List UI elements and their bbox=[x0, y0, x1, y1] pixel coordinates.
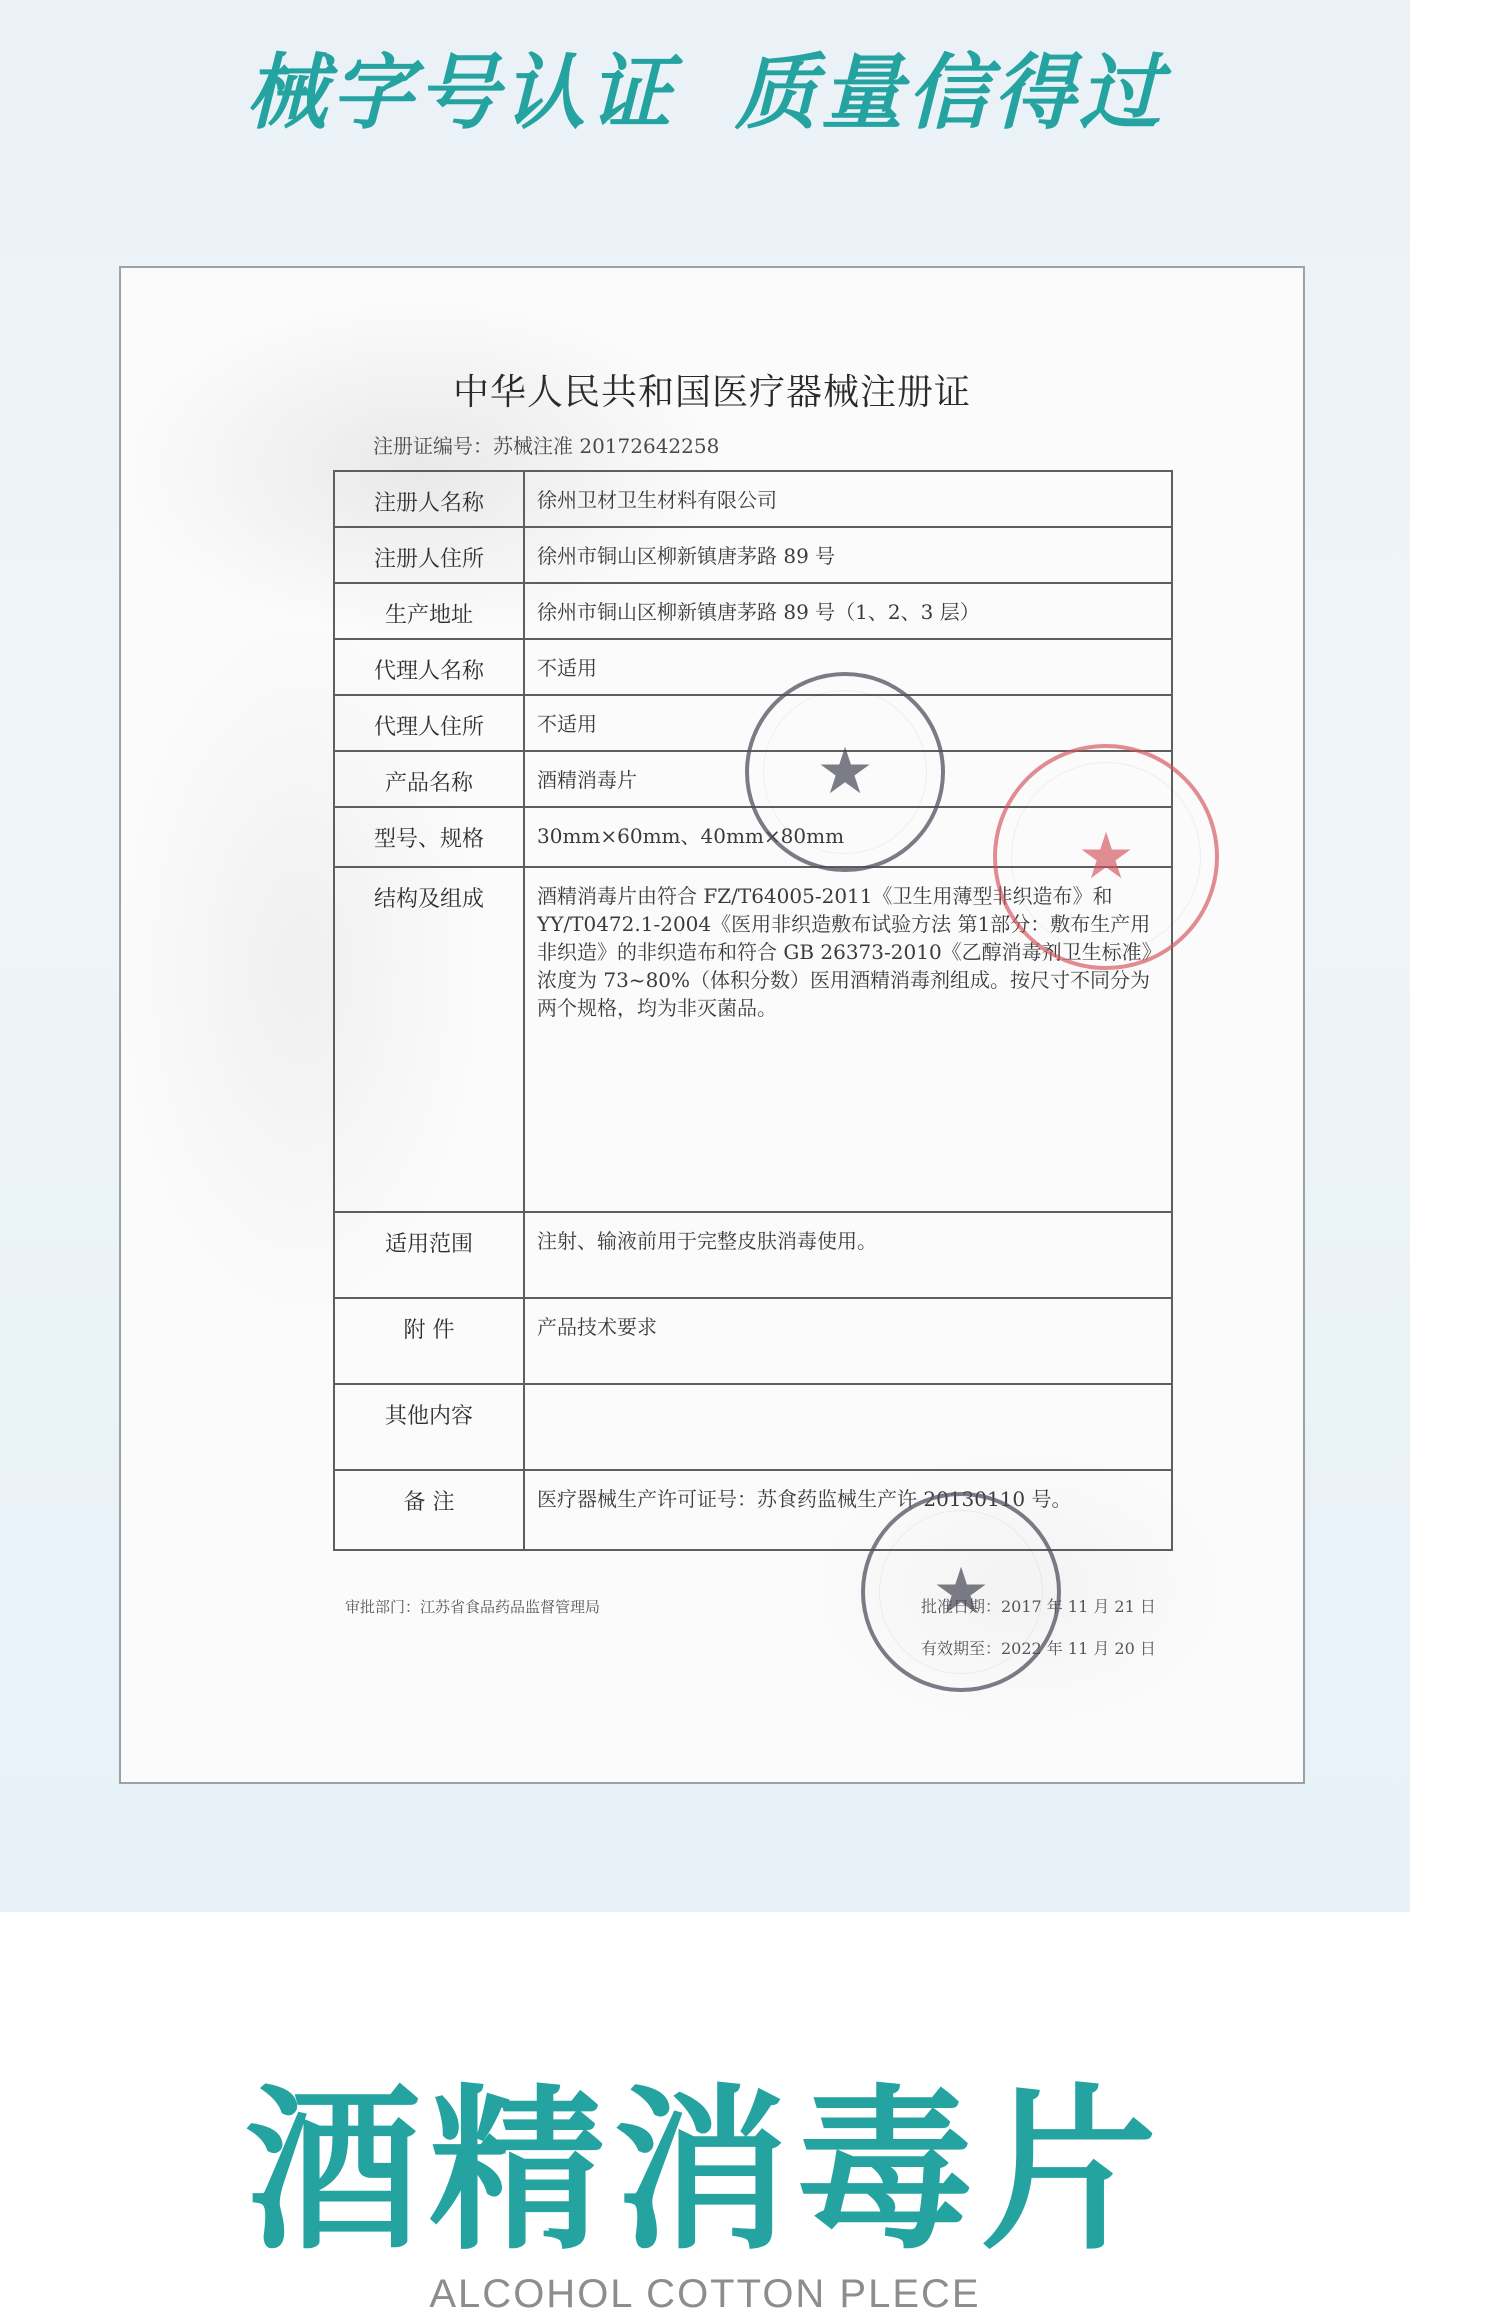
row-value: 徐州市铜山区柳新镇唐茅路 89 号 bbox=[524, 527, 1172, 583]
product-title: 酒精消毒片 bbox=[244, 2069, 1165, 2274]
approval-department: 审批部门：江苏省食品药品监督管理局 bbox=[345, 1598, 601, 1616]
row-label: 型号、规格 bbox=[334, 807, 524, 867]
row-value: 产品技术要求 bbox=[524, 1298, 1172, 1384]
row-label: 产品名称 bbox=[334, 751, 524, 807]
table-row bbox=[334, 1384, 1172, 1470]
table-row bbox=[334, 471, 1172, 527]
row-label: 生产地址 bbox=[334, 583, 524, 639]
approval-date: 批准日期：2017 年 11 月 21 日 bbox=[921, 1597, 1156, 1616]
row-value: 医疗器械生产许可证号：苏食药监械生产许 20130110 号。 bbox=[524, 1470, 1172, 1550]
row-label: 注册人名称 bbox=[334, 471, 524, 527]
row-value: 不适用 bbox=[524, 639, 1172, 695]
red-seal-icon: ★ bbox=[993, 744, 1219, 970]
row-label: 附 件 bbox=[334, 1298, 524, 1384]
table-row bbox=[334, 1212, 1172, 1298]
table-row bbox=[334, 639, 1172, 695]
row-label: 结构及组成 bbox=[334, 867, 524, 1212]
row-value: 徐州市铜山区柳新镇唐茅路 89 号（1、2、3 层） bbox=[524, 583, 1172, 639]
certificate-image bbox=[119, 266, 1305, 1784]
table-row bbox=[334, 583, 1172, 639]
registration-number: 注册证编号：苏械注准 20172642258 bbox=[373, 434, 720, 458]
table-row bbox=[334, 527, 1172, 583]
row-label: 备 注 bbox=[334, 1470, 524, 1550]
headline bbox=[0, 28, 1410, 145]
row-label: 适用范围 bbox=[334, 1212, 524, 1298]
headline-part-1: 械字号认证 bbox=[245, 46, 675, 141]
row-value: 30mm×60mm、40mm×80mm bbox=[524, 807, 1172, 867]
row-label: 代理人住所 bbox=[334, 695, 524, 751]
product-subtitle: ALCOHOL COTTON PLECE bbox=[429, 2272, 981, 2316]
row-label: 代理人名称 bbox=[334, 639, 524, 695]
row-value: 酒精消毒片由符合 FZ/T64005-2011《卫生用薄型非织造布》和 YY/T0472.1-2004《医用非织造敷布试验方法 第1部分：敷布生产用非织造》的非织造布和符合 GB 26373-2010《乙醇消毒剂卫生标准》浓度为 73~80%（体积分数）医用酒精消毒剂组成。按尺寸不同分为两个规格，均为非灭菌品。 bbox=[524, 867, 1172, 1212]
table-row bbox=[334, 1298, 1172, 1384]
certificate-title: 中华人民共和国医疗器械注册证 bbox=[452, 372, 971, 413]
row-value bbox=[524, 1384, 1172, 1470]
certificate-table bbox=[333, 470, 1173, 1551]
bureau-seal-icon: ★ bbox=[861, 1492, 1061, 1692]
row-value: 注射、输液前用于完整皮肤消毒使用。 bbox=[524, 1212, 1172, 1298]
row-value: 不适用 bbox=[524, 695, 1172, 751]
row-label: 其他内容 bbox=[334, 1384, 524, 1470]
valid-until-date: 有效期至：2022 年 11 月 20 日 bbox=[921, 1639, 1156, 1658]
table-row bbox=[334, 1470, 1172, 1550]
row-value: 徐州卫材卫生材料有限公司 bbox=[524, 471, 1172, 527]
company-seal-icon: ★ bbox=[745, 672, 945, 872]
row-label: 注册人住所 bbox=[334, 527, 524, 583]
headline-part-2: 质量信得过 bbox=[735, 46, 1165, 141]
row-value: 酒精消毒片 bbox=[524, 751, 1172, 807]
